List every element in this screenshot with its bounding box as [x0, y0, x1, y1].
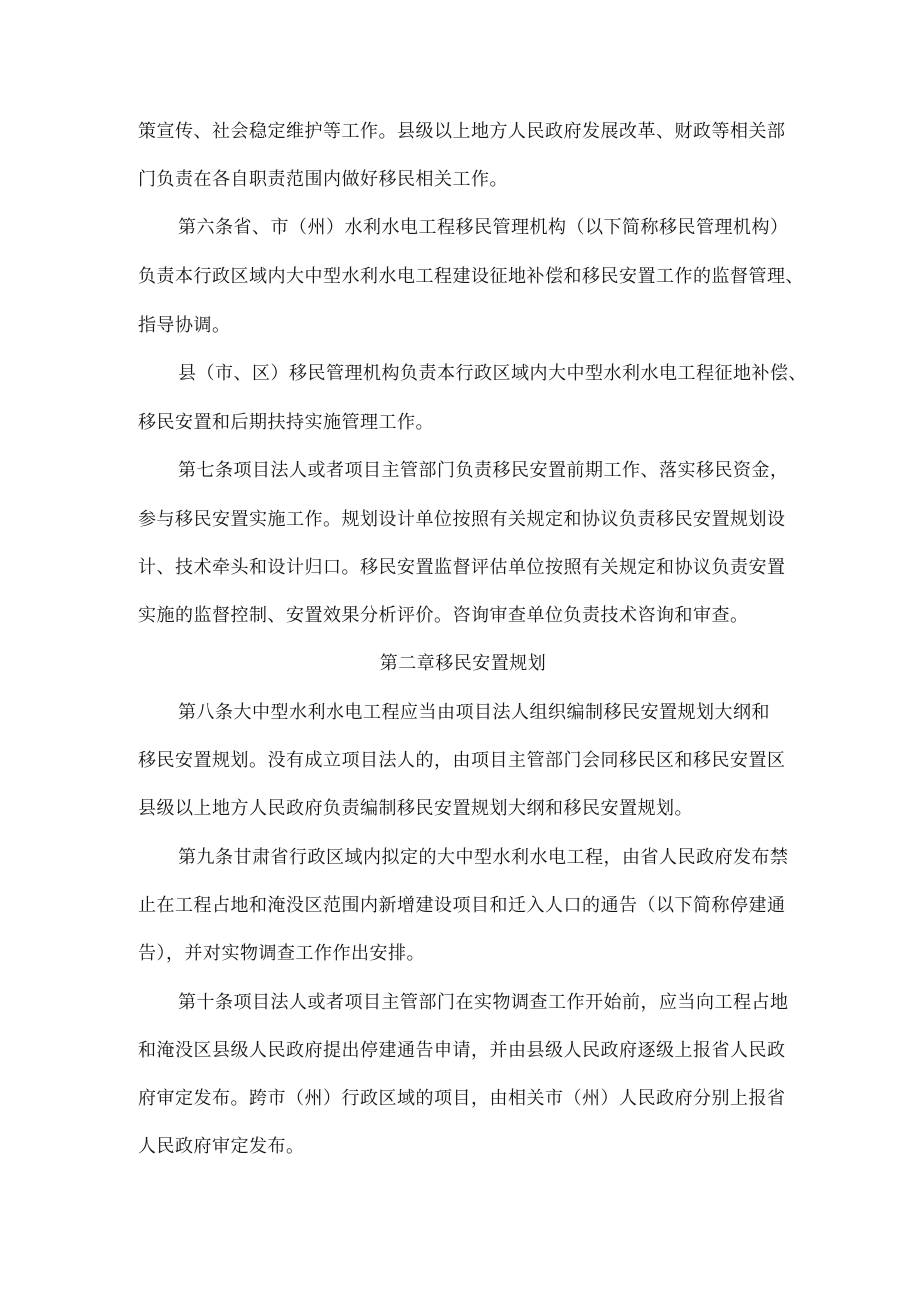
text-line: 告），并对实物调查工作作出安排。 [138, 943, 425, 964]
text-line: 实施的监督控制、安置效果分析评价。咨询审查单位负责技术咨询和审查。 [138, 605, 749, 626]
text-line: 负责本行政区域内大中型水利水电工程建设征地补偿和移民安置工作的监督管理、 [138, 266, 804, 287]
paragraph-county-agency: 县（市、区）移民管理机构负责本行政区域内大中型水利水电工程征地补偿、 [178, 363, 807, 384]
text-line: 策宣传、社会稳定维护等工作。县级以上地方人民政府发展改革、财政等相关部 [138, 121, 786, 142]
text-line: 止在工程占地和淹没区范围内新增建设项目和迁入人口的通告（以下简称停建通 [138, 895, 786, 916]
paragraph-article-7: 第七条项目法人或者项目主管部门负责移民安置前期工作、落实移民资金， [178, 460, 789, 481]
text-line: 县级以上地方人民政府负责编制移民安置规划大纲和移民安置规划。 [138, 798, 693, 819]
text-line: 指导协调。 [138, 315, 231, 336]
paragraph-article-6: 第六条省、市（州）水利水电工程移民管理机构（以下简称移民管理机构） [178, 217, 789, 238]
paragraph-article-8: 第八条大中型水利水电工程应当由项目法人组织编制移民安置规划大纲和 [178, 702, 770, 723]
paragraph-article-9: 第九条甘肃省行政区域内拟定的大中型水利水电工程，由省人民政府发布禁 [178, 847, 789, 868]
text-line: 移民安置和后期扶持实施管理工作。 [138, 412, 434, 433]
text-line: 人民政府审定发布。 [138, 1136, 305, 1157]
text-line: 参与移民安置实施工作。规划设计单位按照有关规定和协议负责移民安置规划设 [138, 509, 786, 530]
text-line: 计、技术牵头和设计归口。移民安置监督评估单位按照有关规定和协议负责安置 [138, 557, 786, 578]
text-line: 移民安置规划。没有成立项目法人的，由项目主管部门会同移民区和移民安置区 [138, 750, 786, 771]
paragraph-article-10: 第十条项目法人或者项目主管部门在实物调查工作开始前，应当向工程占地 [178, 992, 789, 1013]
text-line: 门负责在各自职责范围内做好移民相关工作。 [138, 169, 508, 190]
text-line: 和淹没区县级人民政府提出停建通告申请，并由县级人民政府逐级上报省人民政 [138, 1040, 786, 1061]
chapter-heading: 第二章移民安置规划 [379, 653, 547, 674]
text-line: 府审定发布。跨市（州）行政区域的项目，由相关市（州）人民政府分别上报省 [138, 1088, 786, 1109]
